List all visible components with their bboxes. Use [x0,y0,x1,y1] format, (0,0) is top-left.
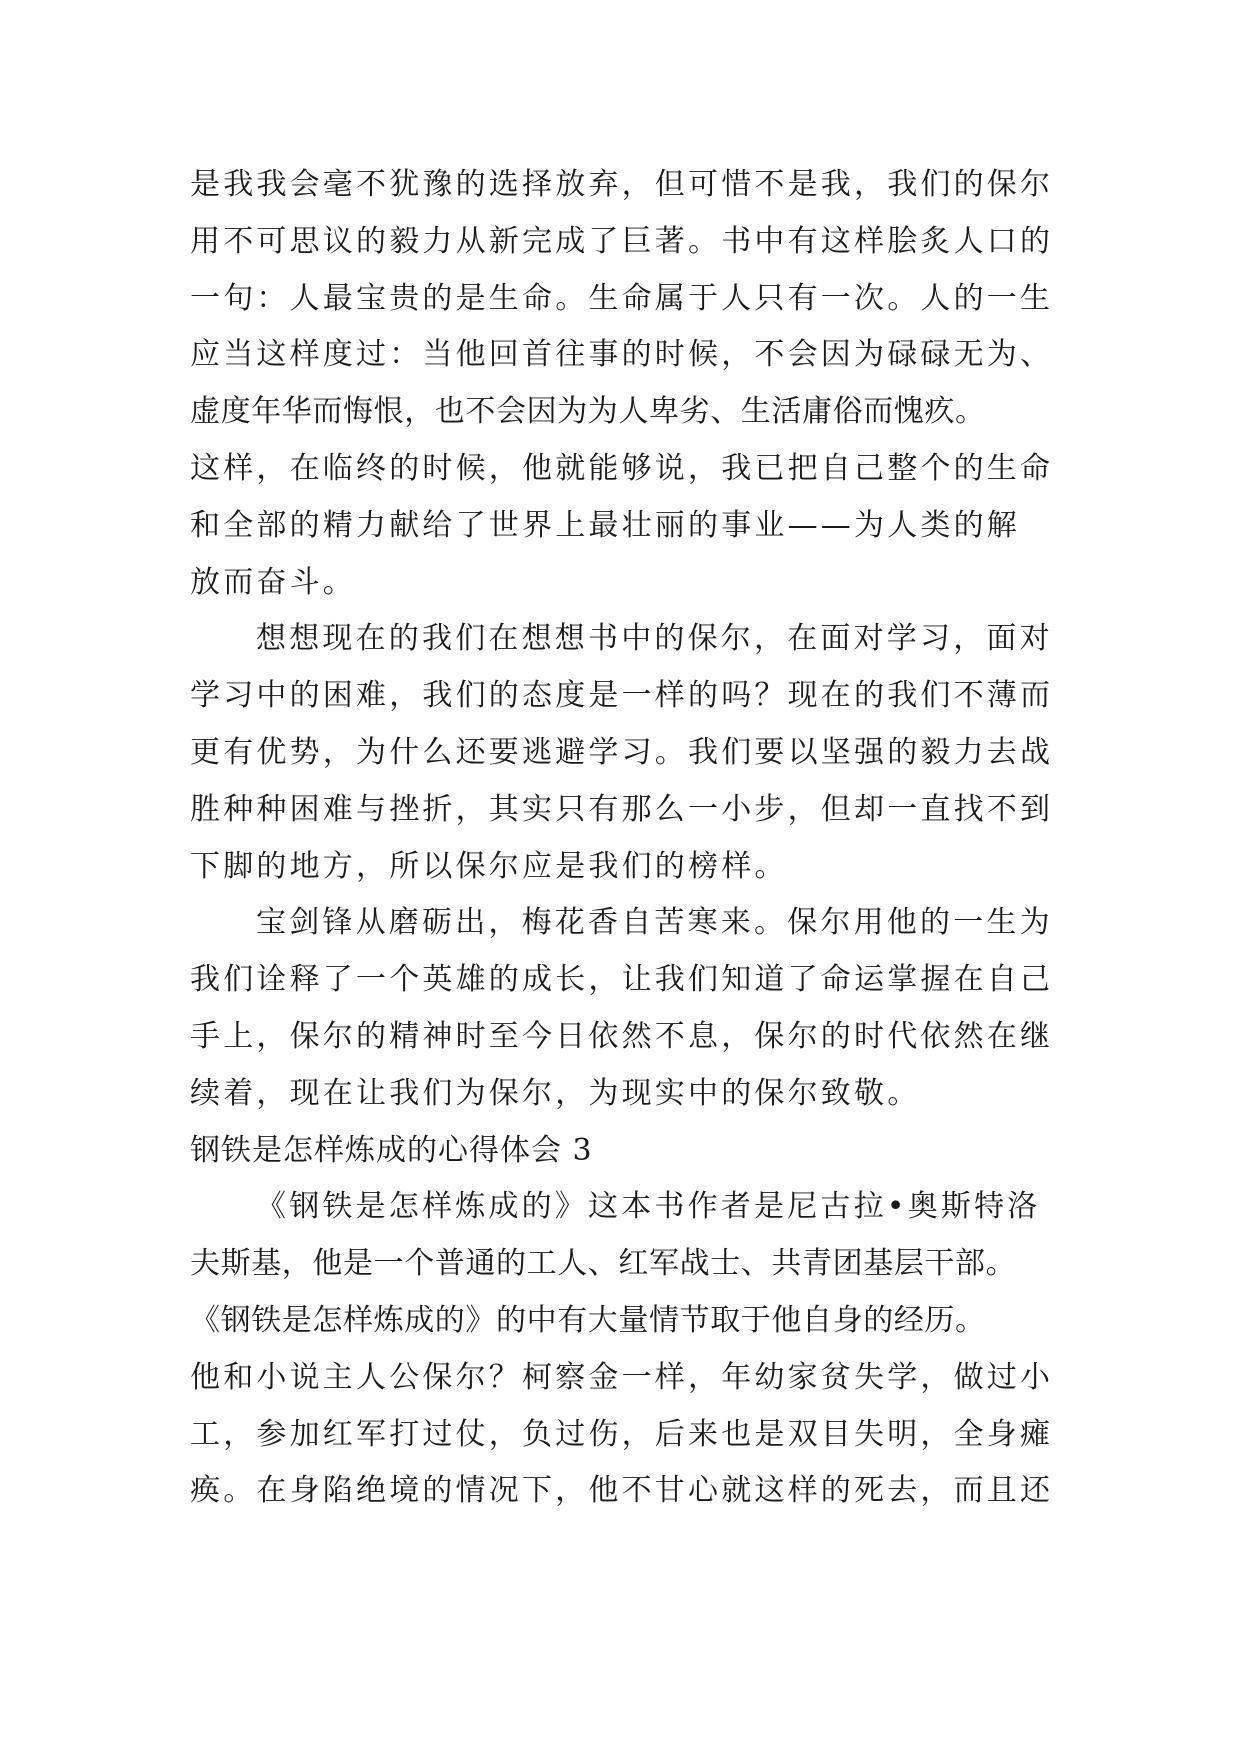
text-line: 手上，保尔的精神时至今日依然不息，保尔的时代依然在继 [190,1018,1054,1054]
section-heading: 钢铁是怎样炼成的心得体会 3 [190,1132,593,1168]
text-line: 夫斯基，他是一个普通的工人、红军战士、共青团基层干部。 [190,1246,1017,1282]
text-line: 这样，在临终的时候，他就能够说，我已把自己整个的生命 [190,450,1054,486]
text-line: 续着，现在让我们为保尔，为现实中的保尔致敬。 [190,1075,921,1111]
text-line: 下脚的地方，所以保尔应是我们的榜样。 [190,848,788,884]
text-line: 他和小说主人公保尔？柯察金一样，年幼家贫失学，做过小 [190,1359,1054,1395]
document-body [190,157,1052,1520]
text-line: 应当这样度过：当他回首往事的时候，不会因为碌碌无为、 [190,337,1054,373]
text-line: 一句：人最宝贵的是生命。生命属于人只有一次。人的一生 [190,280,1054,316]
text-line: 工，参加红军打过仗，负过伤，后来也是双目失明，全身瘫 [190,1416,1054,1452]
text-line: 虚度年华而悔恨，也不会因为为人卑劣、生活庸俗而愧疚。 [190,394,986,430]
text-line: 用不可思议的毅力从新完成了巨著。书中有这样脍炙人口的 [190,223,1054,259]
text-line: 想想现在的我们在想想书中的保尔，在面对学习，面对 [256,621,1053,657]
text-line: 宝剑锋从磨砺出，梅花香自苦寒来。保尔用他的一生为 [256,905,1053,941]
text-line: 更有优势，为什么还要逃避学习。我们要以坚强的毅力去战 [190,734,1054,770]
text-line: 放而奋斗。 [190,564,356,600]
text-line: 痪。在身陷绝境的情况下，他不甘心就这样的死去，而且还 [190,1473,1054,1509]
text-line: 胜种种困难与挫折，其实只有那么一小步，但却一直找不到 [190,791,1054,827]
text-line: 我们诠释了一个英雄的成长，让我们知道了命运掌握在自己 [190,962,1054,998]
text-line: 和全部的精力献给了世界上最壮丽的事业——为人类的解 [190,507,1020,543]
text-line: 是我我会毫不犹豫的选择放弃，但可惜不是我，我们的保尔 [190,167,1054,202]
text-line: 《钢铁是怎样炼成的》的中有大量情节取于他自身的经历。 [190,1302,986,1338]
text-line: 《钢铁是怎样炼成的》这本书作者是尼古拉•奥斯特洛 [256,1189,1041,1225]
text-line: 学习中的困难，我们的态度是一样的吗？现在的我们不薄而 [190,678,1054,714]
